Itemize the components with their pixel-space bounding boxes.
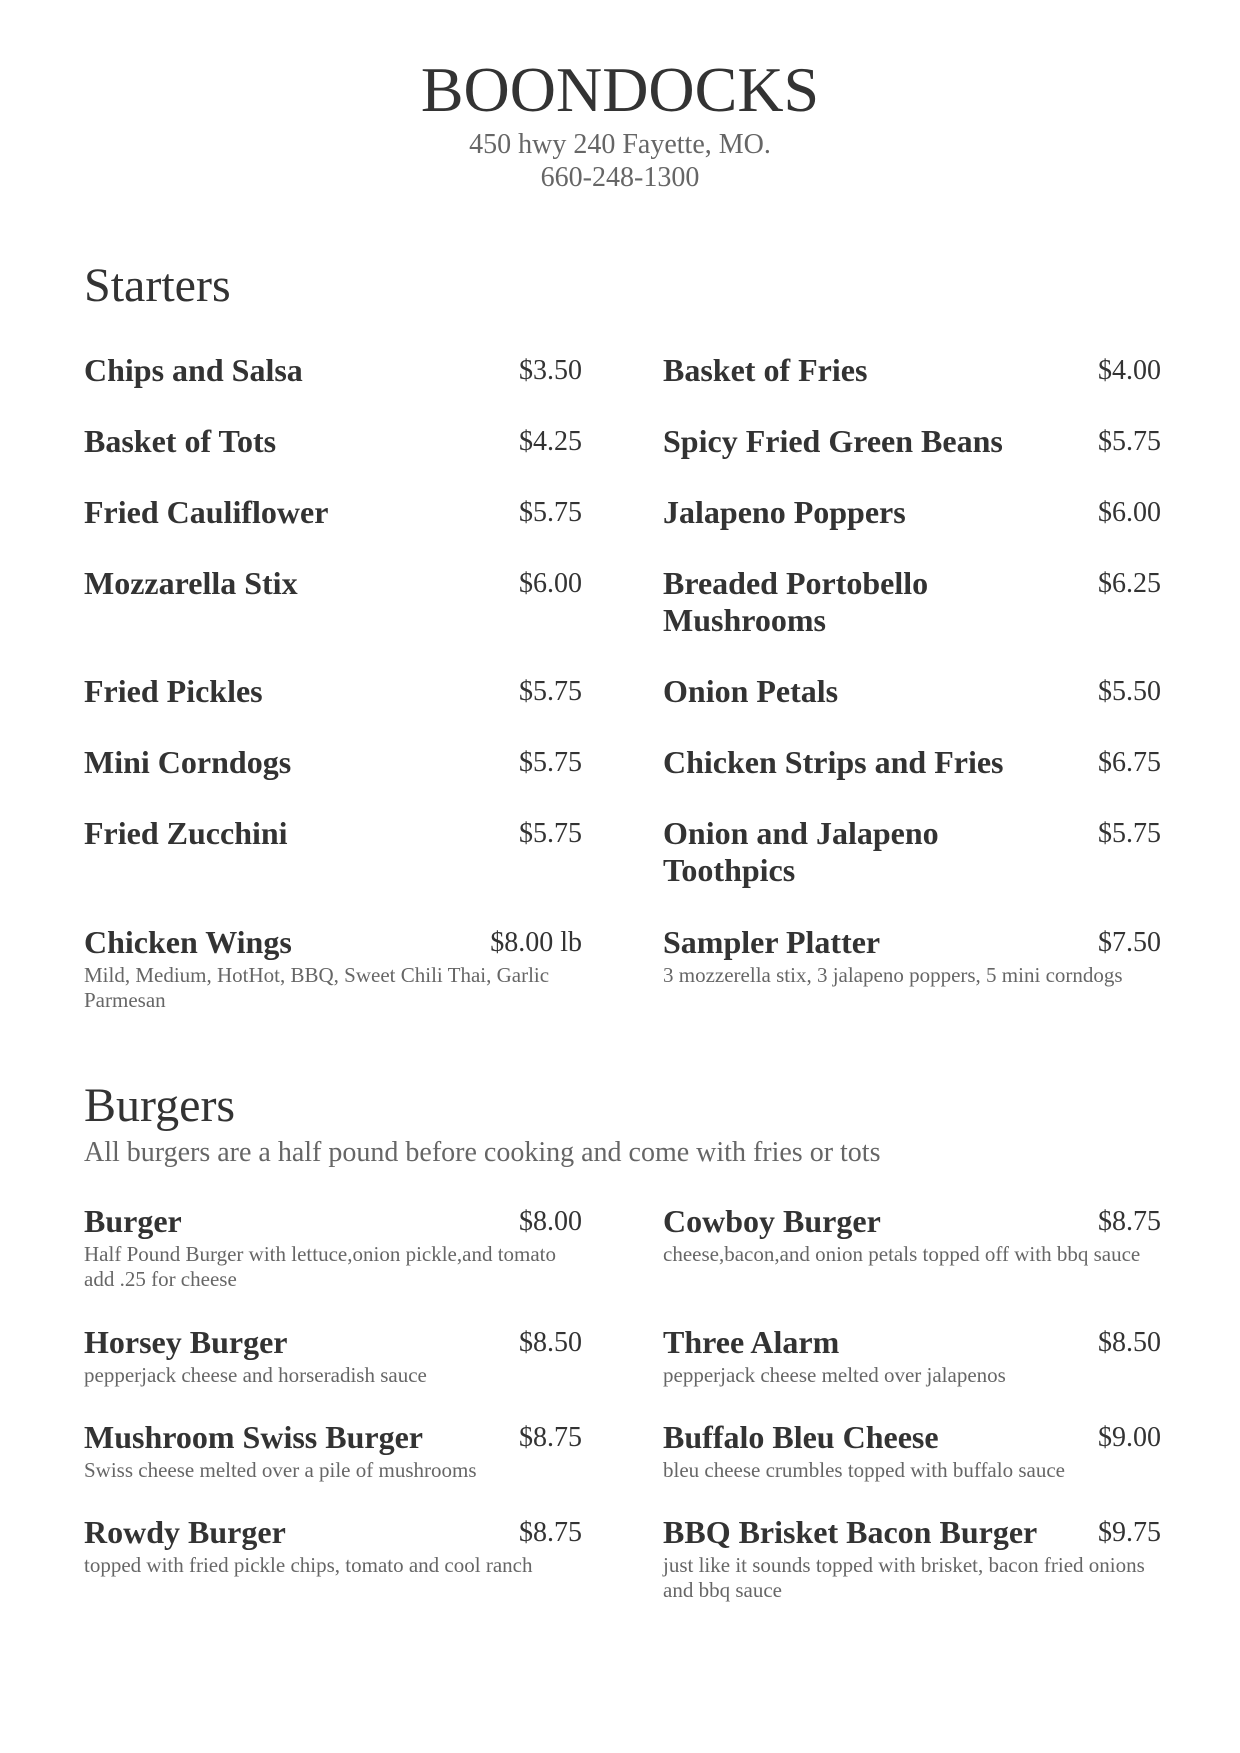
item-description: 3 mozzerella stix, 3 jalapeno poppers, 5 mini corndogs — [663, 963, 1123, 987]
item-price: $5.75 — [519, 818, 582, 849]
restaurant-name: BOONDOCKS — [420, 54, 820, 125]
item-description: bleu cheese crumbles topped with buffalo sauce — [663, 1458, 1065, 1482]
item-price: $6.25 — [1098, 568, 1161, 599]
item-name: Jalapeno Poppers — [663, 494, 906, 530]
menu-item — [84, 1324, 582, 1388]
item-name: Burger — [84, 1203, 182, 1239]
item-price: $8.50 — [519, 1327, 582, 1358]
item-price: $8.50 — [1098, 1327, 1161, 1358]
item-price: $3.50 — [519, 355, 582, 386]
menu-item — [663, 924, 1161, 988]
item-price: $7.50 — [1098, 927, 1161, 958]
menu-item — [663, 815, 1161, 889]
restaurant-phone: 660-248-1300 — [540, 162, 700, 193]
item-description: pepperjack cheese melted over jalapenos — [663, 1363, 1006, 1387]
item-description: pepperjack cheese and horseradish sauce — [84, 1363, 427, 1387]
item-price: $8.75 — [519, 1422, 582, 1453]
item-name: Basket of Fries — [663, 352, 868, 388]
item-name: Horsey Burger — [84, 1324, 288, 1360]
item-description: Swiss cheese melted over a pile of mushrooms — [84, 1458, 477, 1482]
item-name: Fried Zucchini — [84, 815, 288, 851]
menu-item — [84, 352, 582, 389]
menu-header — [0, 52, 1240, 194]
item-description: just like it sounds topped with brisket, bacon fried onions and bbq sauce — [663, 1553, 1145, 1602]
item-price: $6.00 — [1098, 497, 1161, 528]
menu-item — [663, 494, 1161, 531]
item-price: $5.75 — [519, 676, 582, 707]
menu-item — [663, 1203, 1161, 1267]
item-price: $5.75 — [519, 747, 582, 778]
item-name: Mushroom Swiss Burger — [84, 1419, 423, 1455]
menu-item — [663, 352, 1161, 389]
item-price: $8.00 — [519, 1206, 582, 1237]
item-name: Fried Pickles — [84, 673, 263, 709]
item-price: $5.75 — [1098, 426, 1161, 457]
item-price: $9.00 — [1098, 1422, 1161, 1453]
menu-item — [663, 1514, 1161, 1603]
item-price: $5.75 — [519, 497, 582, 528]
item-name: Breaded Portobello Mushrooms — [663, 565, 929, 638]
item-name: Basket of Tots — [84, 423, 277, 459]
menu-item — [663, 673, 1161, 710]
menu-item — [84, 1514, 582, 1578]
item-name: Fried Cauliflower — [84, 494, 329, 530]
item-name: Onion and Jalapeno Toothpics — [663, 815, 939, 888]
item-price: $5.75 — [1098, 818, 1161, 849]
item-name: Cowboy Burger — [663, 1203, 881, 1239]
item-price: $6.75 — [1098, 747, 1161, 778]
burgers-note: All burgers are a half pound before cooking and come with fries or tots — [84, 1137, 881, 1168]
item-description: Mild, Medium, HotHot, BBQ, Sweet Chili Thai, Garlic Parmesan — [84, 963, 550, 1012]
item-name: Sampler Platter — [663, 924, 881, 960]
menu-item — [84, 1203, 582, 1292]
item-price: $6.00 — [519, 568, 582, 599]
item-name: Three Alarm — [663, 1324, 840, 1360]
starters-title: Starters — [84, 259, 231, 312]
menu-item — [663, 1419, 1161, 1483]
item-description: topped with fried pickle chips, tomato and cool ranch — [84, 1553, 533, 1577]
item-name: Spicy Fried Green Beans — [663, 423, 1003, 459]
menu-item — [84, 1419, 582, 1483]
menu-item — [84, 924, 582, 1013]
item-price: $9.75 — [1098, 1517, 1161, 1548]
item-price: $4.00 — [1098, 355, 1161, 386]
menu-item — [84, 423, 582, 460]
menu-item — [663, 565, 1161, 639]
item-name: Chicken Wings — [84, 924, 292, 960]
item-description: cheese,bacon,and onion petals topped off with bbq sauce — [663, 1242, 1141, 1266]
menu-item — [663, 744, 1161, 781]
menu-item — [84, 815, 582, 852]
burgers-title: Burgers — [84, 1079, 236, 1132]
item-price: $8.75 — [519, 1517, 582, 1548]
menu-item — [84, 673, 582, 710]
menu-item — [84, 565, 582, 602]
menu-item — [84, 494, 582, 531]
item-price: $5.50 — [1098, 676, 1161, 707]
item-name: Onion Petals — [663, 673, 839, 709]
menu-item — [663, 423, 1161, 460]
item-name: Mozzarella Stix — [84, 565, 298, 601]
item-description: Half Pound Burger with lettuce,onion pickle,and tomato add .25 for cheese — [84, 1242, 557, 1291]
item-name: Rowdy Burger — [84, 1514, 286, 1550]
item-name: BBQ Brisket Bacon Burger — [663, 1514, 1038, 1550]
item-name: Buffalo Bleu Cheese — [663, 1419, 939, 1455]
item-name: Chips and Salsa — [84, 352, 303, 388]
item-price: $4.25 — [519, 426, 582, 457]
restaurant-address: 450 hwy 240 Fayette, MO. — [469, 129, 771, 160]
menu-item — [84, 744, 582, 781]
item-price: $8.00 lb — [490, 927, 582, 958]
item-name: Chicken Strips and Fries — [663, 744, 1004, 780]
item-price: $8.75 — [1098, 1206, 1161, 1237]
menu-item — [663, 1324, 1161, 1388]
item-name: Mini Corndogs — [84, 744, 292, 780]
